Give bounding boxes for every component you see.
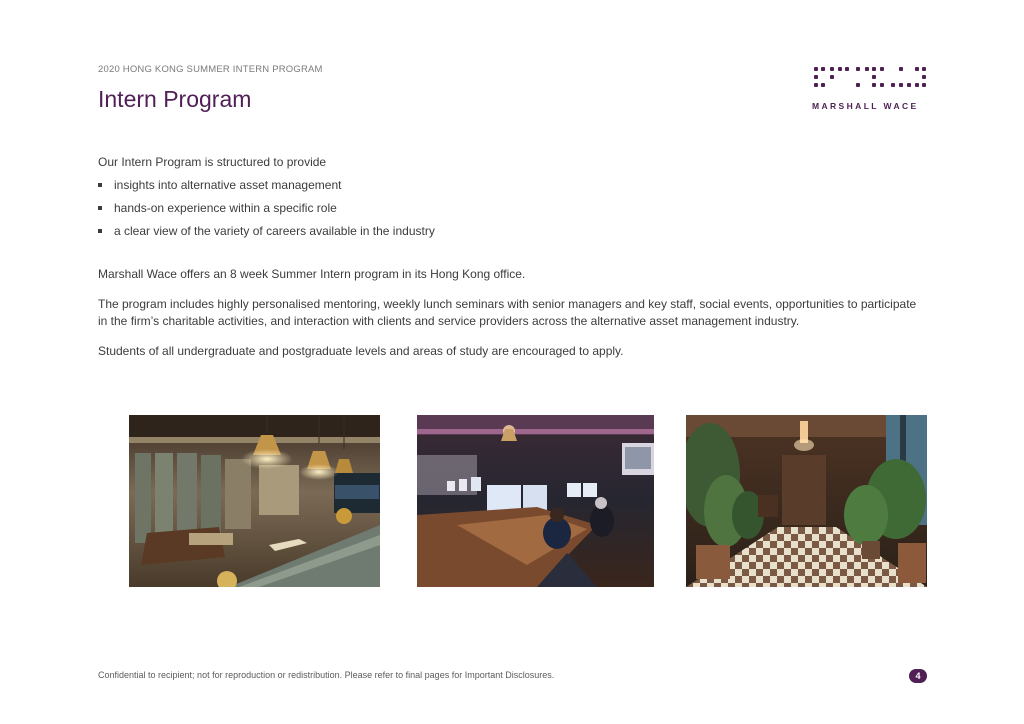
bullet-list	[98, 177, 928, 240]
body-text	[98, 154, 928, 360]
bullet-text: a clear view of the variety of careers available in the industry	[114, 224, 435, 238]
program-kicker: 2020 HONG KONG SUMMER INTERN PROGRAM	[98, 64, 323, 75]
program-details-paragraph: The program includes highly personalised mentoring, weekly lunch seminars with senior managers and key staff, social events, opportunities to participate in the firm’s charitable activities, and interaction with clients and service providers across the alternative asset management industry.	[98, 297, 917, 328]
square-bullet-icon	[98, 229, 102, 233]
marshall-wace-logo	[812, 66, 928, 114]
office-lounge-photo	[129, 415, 380, 587]
confidentiality-disclaimer: Confidential to recipient; not for reproduction or redistribution. Please refer to final pages for Important Disclosures.	[98, 670, 555, 680]
logo-wordmark: MARSHALL WACE	[812, 101, 919, 111]
logo-dot-mark	[814, 66, 926, 92]
bullet-text: insights into alternative asset management	[114, 178, 342, 192]
intro-text: Our Intern Program is structured to provide	[98, 155, 327, 169]
program-overview-paragraph: Marshall Wace offers an 8 week Summer Intern program in its Hong Kong office.	[98, 267, 526, 281]
bullet-text: hands-on experience within a specific role	[114, 201, 337, 215]
bullet-item	[98, 177, 928, 194]
page-number-badge: 4	[909, 669, 927, 683]
bullet-item	[98, 200, 928, 217]
trading-floor-photo	[417, 415, 654, 587]
garden-corridor-photo	[686, 415, 927, 587]
bullet-item	[98, 223, 928, 240]
page-title: Intern Program	[98, 86, 252, 112]
square-bullet-icon	[98, 206, 102, 210]
square-bullet-icon	[98, 183, 102, 187]
eligibility-paragraph: Students of all undergraduate and postgraduate levels and areas of study are encouraged to apply.	[98, 344, 624, 358]
